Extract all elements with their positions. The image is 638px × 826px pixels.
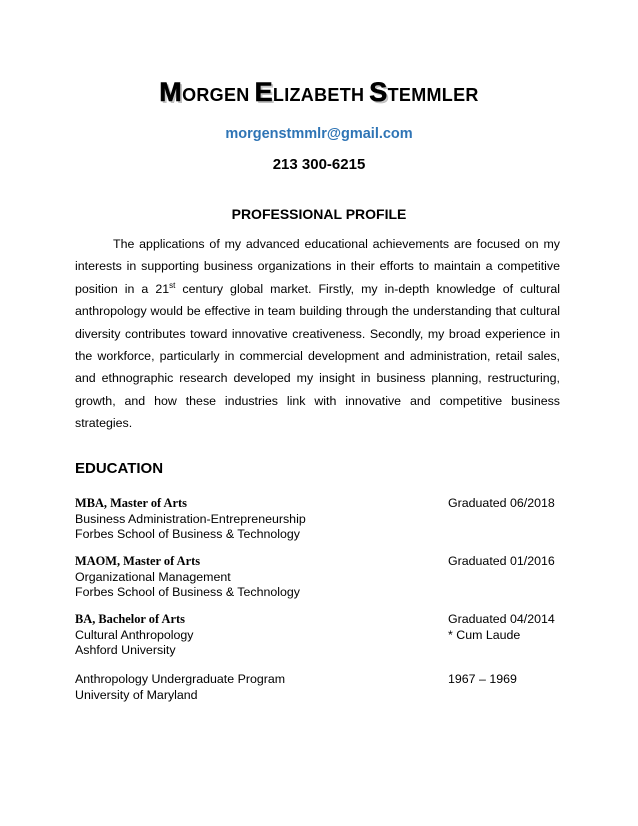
name-last-rest: TEMMLER bbox=[387, 85, 479, 105]
graduation-date: Graduated 04/2014 bbox=[448, 612, 555, 626]
candidate-name bbox=[0, 77, 638, 108]
education-heading: EDUCATION bbox=[75, 460, 164, 477]
school-name: Ashford University bbox=[75, 643, 176, 657]
graduation-date: Graduated 06/2018 bbox=[448, 496, 555, 510]
profile-line: growth, and how these industries link with innovative and competitive business bbox=[75, 393, 560, 408]
name-first-rest: ORGEN bbox=[182, 85, 250, 105]
profile-line: and ethnographic research developed my insight in business planning, restructuring, bbox=[75, 371, 560, 386]
degree-title: MBA, Master of Arts bbox=[75, 496, 187, 510]
education-entry-maom bbox=[75, 554, 565, 601]
school-name: University of Maryland bbox=[75, 687, 198, 702]
attendance-years: 1967 – 1969 bbox=[448, 672, 517, 686]
profile-line: strategies. bbox=[75, 416, 133, 431]
profile-line: The applications of my advanced educational achievements are focused on my bbox=[113, 237, 560, 251]
profile-heading: PROFESSIONAL PROFILE bbox=[231, 206, 407, 222]
name-middle-rest: LIZABETH bbox=[272, 85, 365, 105]
profile-line bbox=[75, 278, 560, 300]
degree-field: Organizational Management bbox=[75, 569, 231, 584]
honor-note: * Cum Laude bbox=[448, 627, 521, 642]
education-entry-mba bbox=[75, 496, 565, 543]
education-entry-undergrad bbox=[75, 672, 565, 703]
phone-number: 213 300-6215 bbox=[272, 156, 366, 173]
email-link[interactable]: morgenstmmlr@gmail.com bbox=[225, 126, 413, 142]
name-last-initial: S bbox=[369, 77, 388, 107]
degree-title: BA, Bachelor of Arts bbox=[75, 612, 185, 626]
profile-line: interests in supporting business organizations in their efforts to maintain a competitive bbox=[75, 259, 560, 274]
profile-line: diversity contributes toward innovative creativeness. Secondly, my broad experience in bbox=[75, 326, 560, 341]
program-title: Anthropology Undergraduate Program bbox=[75, 672, 286, 686]
degree-field: Cultural Anthropology bbox=[75, 627, 194, 642]
profile-line: anthropology would be effective in team building through the understanding that cultural bbox=[75, 304, 560, 319]
name-middle-initial: E bbox=[254, 77, 273, 107]
school-name: Forbes School of Business & Technology bbox=[75, 527, 300, 541]
education-entry-ba bbox=[75, 612, 565, 659]
degree-title: MAOM, Master of Arts bbox=[75, 554, 201, 568]
degree-field: Business Administration-Entrepreneurship bbox=[75, 511, 306, 526]
name-first-initial: M bbox=[159, 77, 183, 107]
profile-line-part: position in a 21 bbox=[75, 281, 170, 296]
profile-line-part: century global market. Firstly, my in-depth knowledge of cultural bbox=[175, 281, 560, 296]
profile-paragraph bbox=[75, 233, 560, 435]
graduation-date: Graduated 01/2016 bbox=[448, 554, 555, 568]
ordinal-suffix: st bbox=[169, 280, 176, 290]
profile-line: the workforce, particularly in commercial development and administration, retail sales, bbox=[75, 349, 560, 364]
school-name: Forbes School of Business & Technology bbox=[75, 585, 300, 599]
